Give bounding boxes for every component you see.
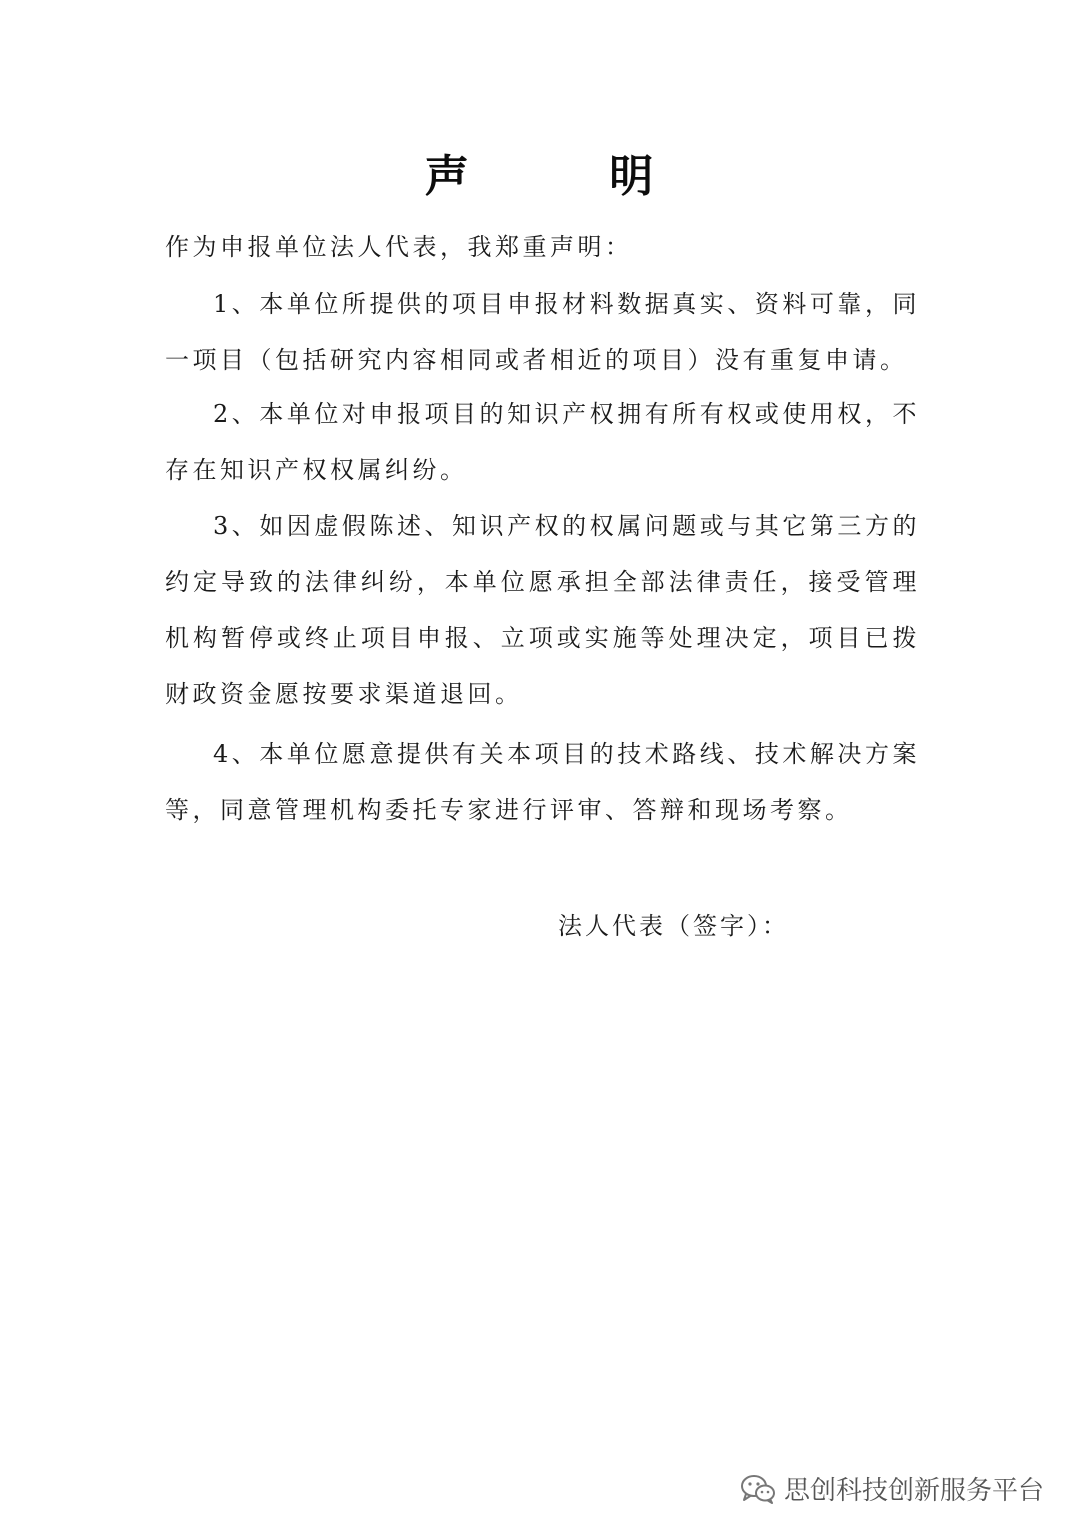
paragraph-text: 2、本单位对申报项目的知识产权拥有所有权或使用权，不存在知识产权权属纠纷。 [165, 400, 920, 484]
paragraph-text: 1、本单位所提供的项目申报材料数据真实、资料可靠，同一项目（包括研究内容相同或者相近的项目）没有重复申请。 [165, 290, 920, 374]
declaration-item-3 [165, 498, 920, 722]
signature-label: 法人代表（签字）： [558, 912, 789, 940]
declaration-item-1 [165, 276, 920, 388]
watermark [740, 1470, 1044, 1507]
page-title: 声 明 [424, 151, 656, 202]
declaration-item-4 [165, 726, 920, 838]
declaration-item-2 [165, 386, 920, 498]
wechat-icon [740, 1474, 776, 1504]
paragraph-text: 3、如因虚假陈述、知识产权的权属问题或与其它第三方的约定导致的法律纠纷，本单位愿承担全部法律责任，接受管理机构暂停或终止项目申报、立项或实施等处理决定，项目已拨财政资金愿按要求渠道退回。 [165, 512, 920, 708]
watermark-text: 思创科技创新服务平台 [783, 1476, 1044, 1506]
intro-text: 作为申报单位法人代表，我郑重声明： [165, 233, 633, 261]
paragraph-text: 4、本单位愿意提供有关本项目的技术路线、技术解决方案等，同意管理机构委托专家进行评审、答辩和现场考察。 [165, 740, 920, 824]
